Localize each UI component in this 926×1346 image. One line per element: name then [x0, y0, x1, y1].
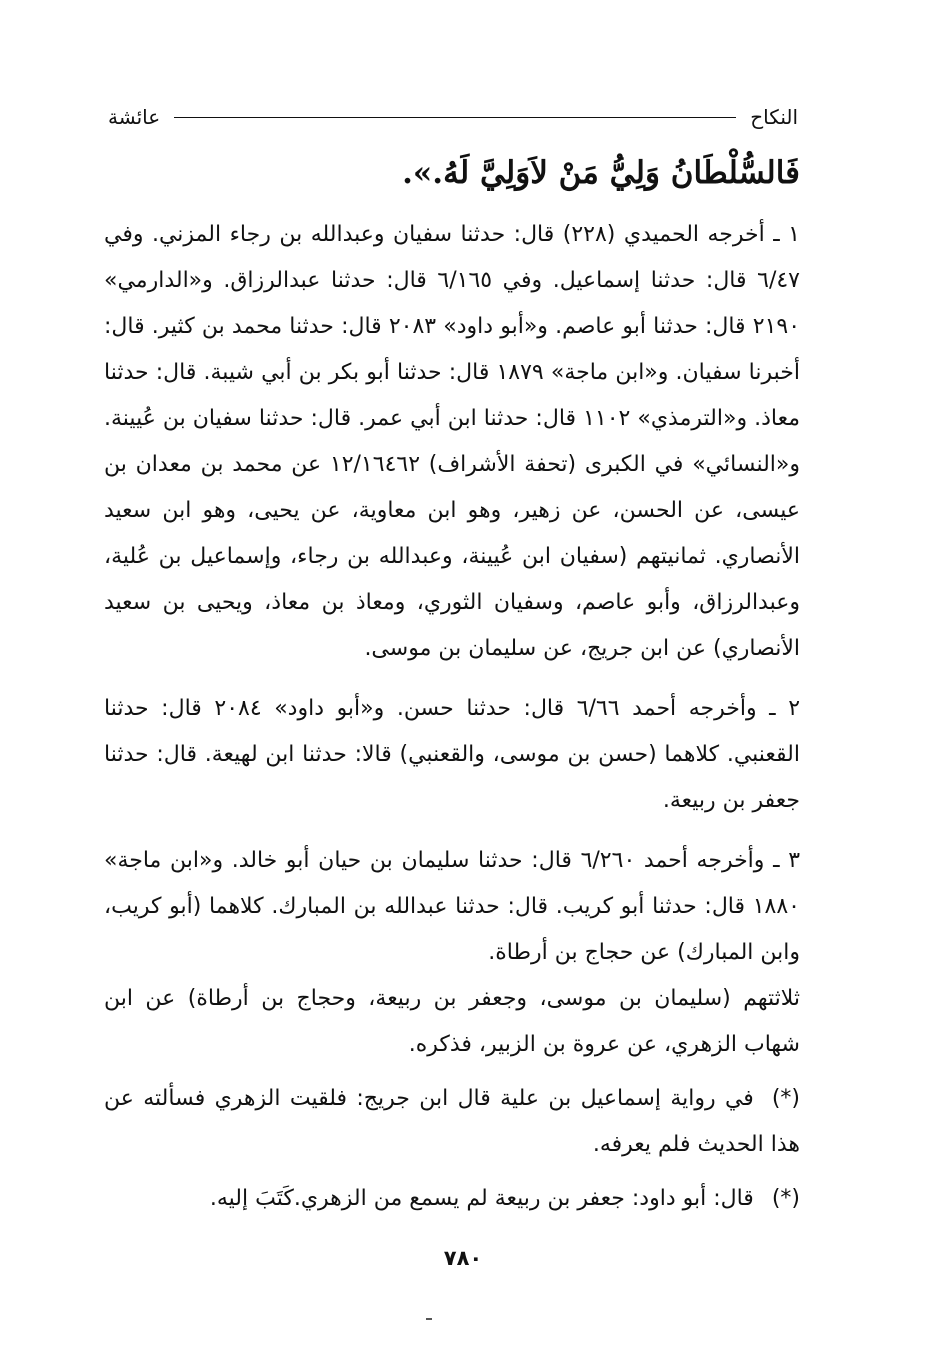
- scan-speck: [426, 1318, 432, 1320]
- footnote-marker: (*): [771, 1186, 800, 1211]
- page-body: [104, 148, 800, 1222]
- takhrij-summary: ثلاثتهم (سليمان بن موسى، وجعفر بن ربيعة، وحجاج بن أرطاة) عن ابن شهاب الزهري، عن عروة بن الزبير، فذكره.: [104, 986, 800, 1057]
- page-number: ٧٨٠: [443, 1246, 483, 1270]
- footnote-marker: (*): [771, 1086, 800, 1111]
- footnote-2: [104, 1176, 800, 1222]
- hadith-text-ending: فَالسُّلْطَانُ وَلِيُّ مَنْ لاَوَلِيَّ لَهُ.».: [402, 155, 800, 191]
- footnote-1: [104, 1076, 800, 1168]
- chapter-title: النكاح: [750, 105, 798, 129]
- footnote-text: قال: أبو داود: جعفر بن ربيعة لم يسمع من الزهري.كَتَبَ إليه.: [209, 1186, 754, 1211]
- header-rule: [174, 117, 736, 118]
- footnote-text: في رواية إسماعيل بن علية قال ابن جريج: فلقيت الزهري فسألته عن هذا الحديث فلم يعرفه.: [104, 1086, 800, 1157]
- narrator-title: عائشة: [108, 105, 161, 129]
- takhrij-paragraph-1: ١ ـ أخرجه الحميدي (٢٢٨) قال: حدثنا سفيان وعبدالله بن رجاء المزني. وفي ٦/٤٧ قال: حدثنا إسماعيل. وفي ٦/١٦٥ قال: حدثنا عبدالرزاق. و«الدارمي» ٢١٩٠ قال: حدثنا أبو عاصم. و«أبو داود» ٢٠٨٣ قال: حدثنا محمد بن كثير. قال: أخبرنا سفيان. و«ابن ماجة» ١٨٧٩ قال: حدثنا أبو بكر بن أبي شيبة. قال: حدثنا معاذ. و«الترمذي» ١١٠٢ قال: حدثنا ابن أبي عمر. قال: حدثنا سفيان بن عُيينة. و«النسائي» في الكبرى (تحفة الأشراف) ١٢/١٦٤٦٢ عن محمد بن معدان بن عيسى، عن الحسن، عن زهير، وهو ابن معاوية، عن يحيى، وهو ابن سعيد الأنصاري. ثمانيتهم (سفيان ابن عُيينة، وعبدالله بن رجاء، وإسماعيل بن عُلية، وعبدالرزاق، وأبو عاصم، وسفيان الثوري، ومعاذ بن معاذ، ويحيى بن سعيد الأنصاري) عن ابن جريج، عن سليمان بن موسى.: [104, 222, 801, 661]
- takhrij-paragraph-3: ٣ ـ وأخرجه أحمد ٦/٢٦٠ قال: حدثنا سليمان بن حيان أبو خالد. و«ابن ماجة» ١٨٨٠ قال: حدثنا أبو كريب. قال: حدثنا عبدالله بن المبارك. كلاهما (أبو كريب، وابن المبارك) عن حجاج بن أرطاة.: [104, 848, 801, 965]
- takhrij-paragraph-2: ٢ ـ وأخرجه أحمد ٦/٦٦ قال: حدثنا حسن. و«أبو داود» ٢٠٨٤ قال: حدثنا القعنبي. كلاهما (حسن بن موسى، والقعنبي) قالا: حدثنا ابن لهيعة. قال: حدثنا جعفر بن ربيعة.: [104, 696, 801, 813]
- running-header: [108, 102, 798, 132]
